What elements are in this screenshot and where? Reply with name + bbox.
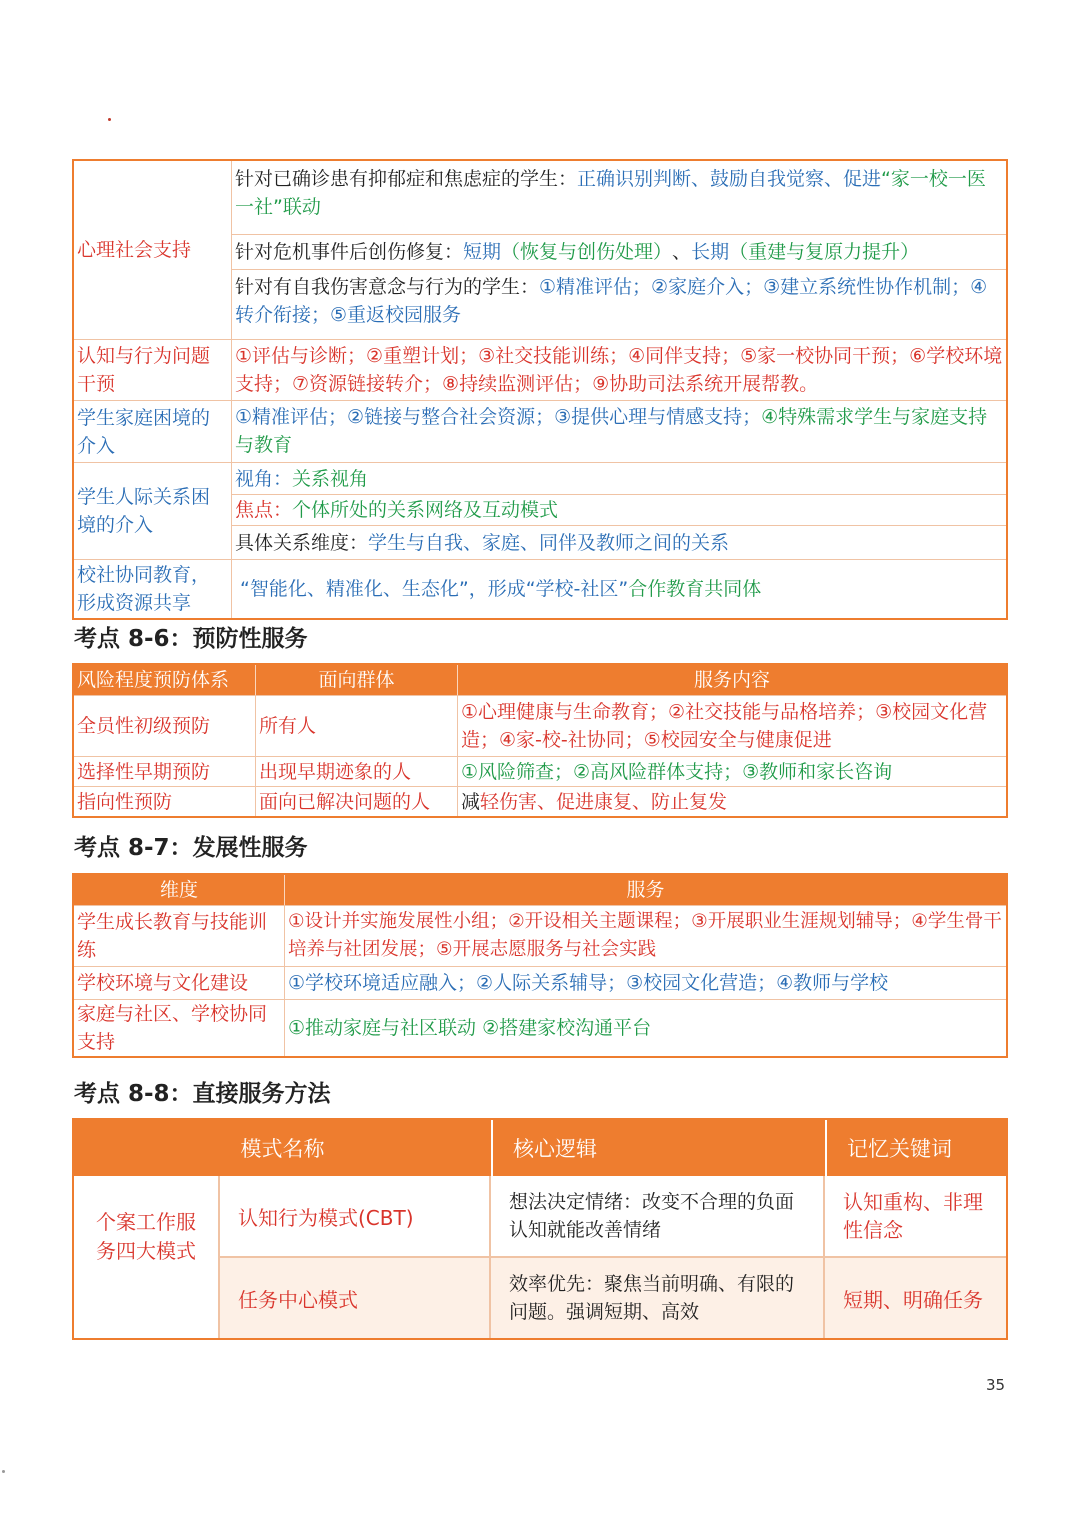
row-label: 认知与行为问题干预 [77, 345, 211, 395]
table-row [74, 999, 1006, 1056]
content-cell: ①风险筛查；②高风险群体支持；③教师和家长咨询 [457, 757, 1006, 786]
level-cell: 指向性预防 [77, 790, 173, 813]
table-row [74, 905, 1006, 966]
sub-row: 针对已确诊患有抑郁症和焦虑症的学生：正确识别判断、鼓励自我觉察、促进“家一校一医一社”联动 [235, 168, 986, 218]
section-heading: 考点 8-6：预防性服务 [74, 626, 308, 652]
table-row [74, 966, 1006, 999]
service-cell: ①学校环境适应融入；②人际关系辅导；③校园文化营造；④教师与学校 [284, 967, 1006, 999]
row-label: 校社协同教育，形成资源共享 [77, 564, 211, 614]
mode-name: 任务中心模式 [220, 1258, 491, 1338]
table-header [74, 875, 1006, 905]
column-header: 服务 [284, 875, 1006, 905]
group-cell: 面向已解决问题的人 [255, 787, 457, 816]
level-cell: 全员性初级预防 [77, 715, 211, 737]
decorative-dot [2, 1470, 5, 1473]
mode-keyword: 短期、明确任务 [843, 1287, 983, 1312]
row-content: “智能化、精准化、生态化” ，形成 “学校-社区” 合作教育共同体 [231, 560, 1006, 618]
mode-logic: 想法决定情绪：改变不合理的负面认知就能改善情绪 [491, 1176, 825, 1256]
sub-row: 视角： 关系视角 [235, 467, 369, 490]
row-family-difficulty [74, 400, 1006, 462]
direct-methods-table [72, 1118, 1008, 1340]
sub-row: 针对有自我伤害意念与行为的学生：①精准评估；②家庭介入；③建立系统性协作机制；④转介衔接；⑤重返校园服务 [232, 269, 1006, 339]
page-number: 35 [986, 1376, 1006, 1394]
content-cell: ①心理健康与生命教育；②社交技能与品格培养；③校园文化营造；④家-校-社协同；⑤校园安全与健康促进 [457, 696, 1006, 756]
mode-rows [220, 1176, 1006, 1338]
services-table [72, 159, 1008, 620]
table-header [74, 665, 1006, 695]
section-heading: 考点 8-7：发展性服务 [74, 835, 308, 861]
sub-row: 针对危机事件后创伤修复： 短期 （恢复与创伤处理） 、 长期 （重建与复原力提升） [232, 234, 1006, 269]
group-cell: 出现早期迹象的人 [255, 757, 457, 786]
service-cell: ①设计并实施发展性小组；②开设相关主题课程；③开展职业生涯规划辅导；④学生骨干培养与社团发展；⑤开展志愿服务与社会实践 [284, 906, 1006, 966]
content-cell: 减 轻伤害、促进康复、防止复发 [457, 787, 1006, 816]
row-interpersonal [74, 462, 1006, 559]
decorative-dot [108, 118, 111, 121]
dimension-cell: 学生成长教育与技能训练 [77, 911, 268, 961]
column-header: 面向群体 [255, 665, 457, 695]
group-cell: 个案工作服务四大模式 [74, 1176, 220, 1338]
table-row [74, 756, 1006, 786]
row-content [231, 161, 1006, 339]
row-school-community [74, 559, 1006, 618]
row-content [231, 463, 1006, 559]
dimension-cell: 学校环境与文化建设 [77, 972, 249, 994]
level-cell: 选择性早期预防 [77, 760, 211, 783]
row-cognitive-intervention [74, 339, 1006, 400]
row-label: 心理社会支持 [77, 239, 192, 261]
table-row [74, 695, 1006, 756]
table-row [220, 1258, 1006, 1338]
table-body [74, 1176, 1006, 1338]
column-header: 模式名称 [240, 1137, 325, 1161]
row-psych-support [74, 161, 1006, 339]
table-row [74, 786, 1006, 816]
development-table [72, 873, 1008, 1058]
table-row [220, 1176, 1006, 1258]
row-content: ①评估与诊断；②重塑计划；③社交技能训练；④同伴支持；⑤家一校协同干预；⑥学校环境支持；⑦资源链接转介；⑧持续监测评估；⑨协助司法系统开展帮教。 [231, 340, 1006, 400]
row-label: 学生家庭困境的介入 [77, 406, 211, 457]
group-cell: 所有人 [255, 696, 457, 756]
table-header [74, 1120, 1006, 1176]
mode-keyword: 认知重构、非理性信念 [843, 1190, 983, 1242]
mode-logic: 效率优先：聚焦当前明确、有限的问题。强调短期、高效 [491, 1258, 825, 1338]
column-header: 维度 [159, 879, 198, 901]
sub-row: 具体关系维度： 学生与自我、家庭、同伴及教师之间的关系 [232, 525, 1006, 559]
sub-row: 焦点： 个体所处的关系网络及互动模式 [232, 494, 1006, 525]
service-cell: ①推动家庭与社区联动 ②搭建家校沟通平台 [284, 1000, 1006, 1056]
column-header: 服务内容 [457, 665, 1006, 695]
column-header: 风险程度预防体系 [77, 669, 230, 691]
column-header: 核心逻辑 [491, 1120, 825, 1176]
row-label: 学生人际关系困境的介入 [77, 486, 211, 536]
mode-name: 认知行为模式(CBT) [220, 1176, 491, 1256]
row-content: ①精准评估；②链接与整合社会资源；③提供心理与情感支持；④特殊需求学生与家庭支持与教育 [231, 401, 1006, 462]
section-heading: 考点 8-8：直接服务方法 [74, 1081, 331, 1107]
dimension-cell: 家庭与社区、学校协同支持 [77, 1003, 268, 1053]
column-header: 记忆关键词 [825, 1120, 1006, 1176]
prevention-table [72, 663, 1008, 818]
